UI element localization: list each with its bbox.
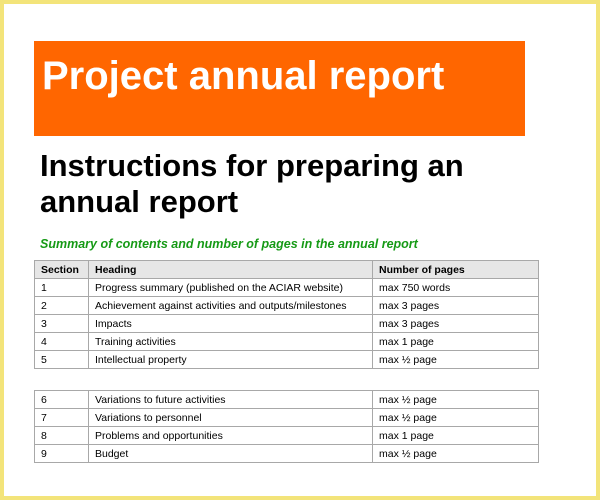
cell-heading: Progress summary (published on the ACIAR website): [89, 279, 373, 297]
cell-section: 3: [35, 315, 89, 333]
cell-heading: Problems and opportunities: [89, 427, 373, 445]
summary-caption: Summary of contents and number of pages in the annual report: [40, 237, 418, 251]
header-pages: Number of pages: [373, 261, 539, 279]
cell-heading: Intellectual property: [89, 351, 373, 369]
cell-pages: max 750 words: [373, 279, 539, 297]
cell-section: 4: [35, 333, 89, 351]
header-heading: Heading: [89, 261, 373, 279]
cell-pages: max 1 page: [373, 427, 539, 445]
contents-table: [34, 260, 539, 369]
document-page: [4, 4, 596, 496]
cell-pages: max 3 pages: [373, 315, 539, 333]
table-header-row: [35, 261, 539, 279]
table-row: [35, 297, 539, 315]
cell-heading: Training activities: [89, 333, 373, 351]
cell-section: 8: [35, 427, 89, 445]
cell-heading: Achievement against activities and outputs/milestones: [89, 297, 373, 315]
cell-pages: max ½ page: [373, 409, 539, 427]
cell-section: 7: [35, 409, 89, 427]
table-row: [35, 333, 539, 351]
table-row: [35, 409, 539, 427]
header-section: Section: [35, 261, 89, 279]
cell-section: 5: [35, 351, 89, 369]
cell-pages: max ½ page: [373, 351, 539, 369]
cell-heading: Variations to future activities: [89, 391, 373, 409]
table-row: [35, 351, 539, 369]
banner-title: Project annual report: [42, 54, 445, 98]
table-row: [35, 445, 539, 463]
cell-heading: Budget: [89, 445, 373, 463]
cell-section: 6: [35, 391, 89, 409]
contents-table-continued: [34, 390, 539, 463]
cell-section: 9: [35, 445, 89, 463]
title-banner: [34, 41, 525, 136]
cell-pages: max ½ page: [373, 445, 539, 463]
cell-heading: Impacts: [89, 315, 373, 333]
table-row: [35, 315, 539, 333]
cell-pages: max ½ page: [373, 391, 539, 409]
table-row: [35, 279, 539, 297]
cell-pages: max 3 pages: [373, 297, 539, 315]
document-title: Instructions for preparing an annual report: [40, 148, 464, 219]
cell-section: 1: [35, 279, 89, 297]
cell-section: 2: [35, 297, 89, 315]
cell-heading: Variations to personnel: [89, 409, 373, 427]
table-row: [35, 427, 539, 445]
table-row: [35, 391, 539, 409]
cell-pages: max 1 page: [373, 333, 539, 351]
